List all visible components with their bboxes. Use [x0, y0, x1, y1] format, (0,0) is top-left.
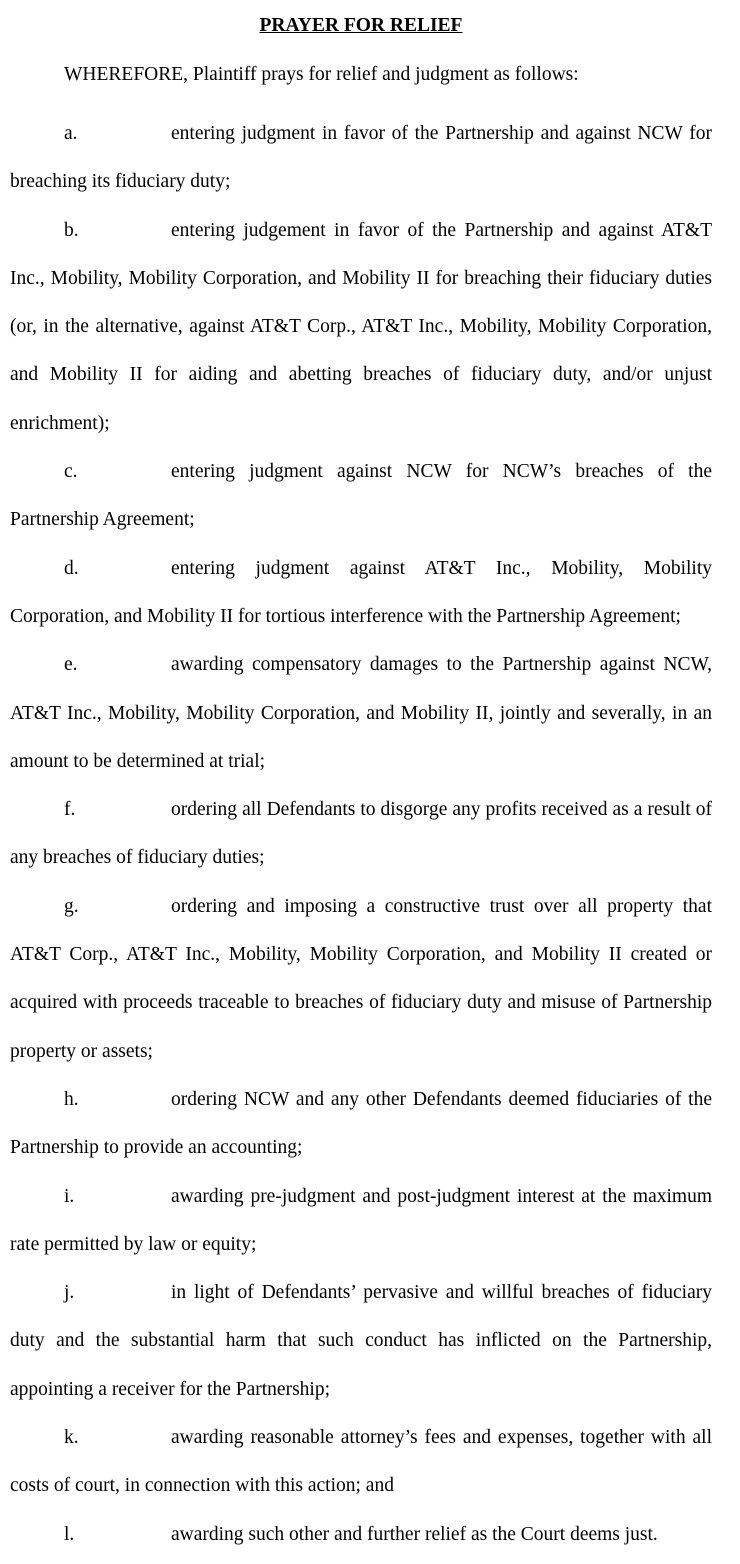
- relief-item-text: entering judgement in favor of the Partnership and against AT&T Inc., Mobility, Mobility Corporation, and Mobility II for breaching their fiduciary duties (or, in the alternative, against AT&T Corp., AT&T Inc., Mobility, Mobility Corporation, and Mobility II for aiding and abetting breaches of fiduciary duty, and/or unjust enrichment);: [10, 219, 712, 434]
- intro-paragraph: WHEREFORE, Plaintiff prays for relief and judgment as follows:: [64, 64, 579, 85]
- relief-item-letter: i.: [64, 1185, 75, 1207]
- relief-item: [10, 786, 712, 883]
- relief-item-letter: g.: [64, 895, 79, 917]
- relief-item: [10, 110, 712, 207]
- relief-item-letter: b.: [64, 219, 79, 241]
- relief-item-text: ordering and imposing a constructive trust over all property that AT&T Corp., AT&T Inc., Mobility, Mobility Corporation, and Mobility II created or acquired with proceeds traceable to breaches of fiduciary duty and misuse of Partnership property or assets;: [10, 895, 712, 1062]
- relief-item-text: in light of Defendants’ pervasive and willful breaches of fiduciary duty and the substantial harm that such conduct has inflicted on the Partnership, appointing a receiver for the Partnership;: [10, 1282, 712, 1400]
- relief-item-text: ordering all Defendants to disgorge any profits received as a result of any breaches of fiduciary duties;: [10, 799, 712, 869]
- relief-item-text: awarding pre-judgment and post-judgment interest at the maximum rate permitted by law or equity;: [10, 1185, 712, 1255]
- relief-item-letter: d.: [64, 557, 79, 579]
- relief-item-letter: c.: [64, 461, 78, 483]
- relief-item-letter: h.: [64, 1088, 79, 1110]
- relief-item-letter: e.: [64, 654, 78, 676]
- relief-item-text: ordering NCW and any other Defendants deemed fiduciaries of the Partnership to provide an accounting;: [10, 1088, 712, 1159]
- relief-item: [10, 1414, 712, 1511]
- section-heading: PRAYER FOR RELIEF: [259, 15, 463, 36]
- relief-item-text: awarding such other and further relief as the Court deems just.: [171, 1523, 658, 1545]
- relief-item-text: entering judgment against AT&T Inc., Mobility, Mobility Corporation, and Mobility II for tortious interference with the Partnership Agreement;: [10, 557, 712, 627]
- relief-item-letter: k.: [64, 1427, 79, 1449]
- relief-item-text: awarding compensatory damages to the Partnership against NCW, AT&T Inc., Mobility, Mobility Corporation, and Mobility II, jointly and severally, in an amount to be determined at trial;: [10, 654, 712, 772]
- relief-item-letter: l.: [64, 1523, 75, 1545]
- relief-item: [10, 1511, 712, 1559]
- relief-item: [10, 448, 712, 545]
- relief-item: [10, 545, 712, 642]
- relief-item: [10, 1076, 712, 1173]
- relief-item: [10, 883, 712, 1076]
- relief-item-letter: f.: [64, 799, 76, 821]
- relief-item: [10, 207, 712, 448]
- relief-item-text: entering judgment in favor of the Partnership and against NCW for breaching its fiduciary duty;: [10, 123, 712, 193]
- relief-item: [10, 1269, 712, 1414]
- relief-item-text: entering judgment against NCW for NCW’s breaches of the Partnership Agreement;: [10, 461, 712, 531]
- relief-item-letter: a.: [64, 123, 78, 144]
- relief-list: [10, 110, 712, 1559]
- relief-item: [10, 1173, 712, 1270]
- relief-item-text: awarding reasonable attorney’s fees and expenses, together with all costs of court, in connection with this action; and: [10, 1427, 712, 1497]
- relief-item-letter: j.: [64, 1282, 75, 1304]
- relief-item: [10, 641, 712, 786]
